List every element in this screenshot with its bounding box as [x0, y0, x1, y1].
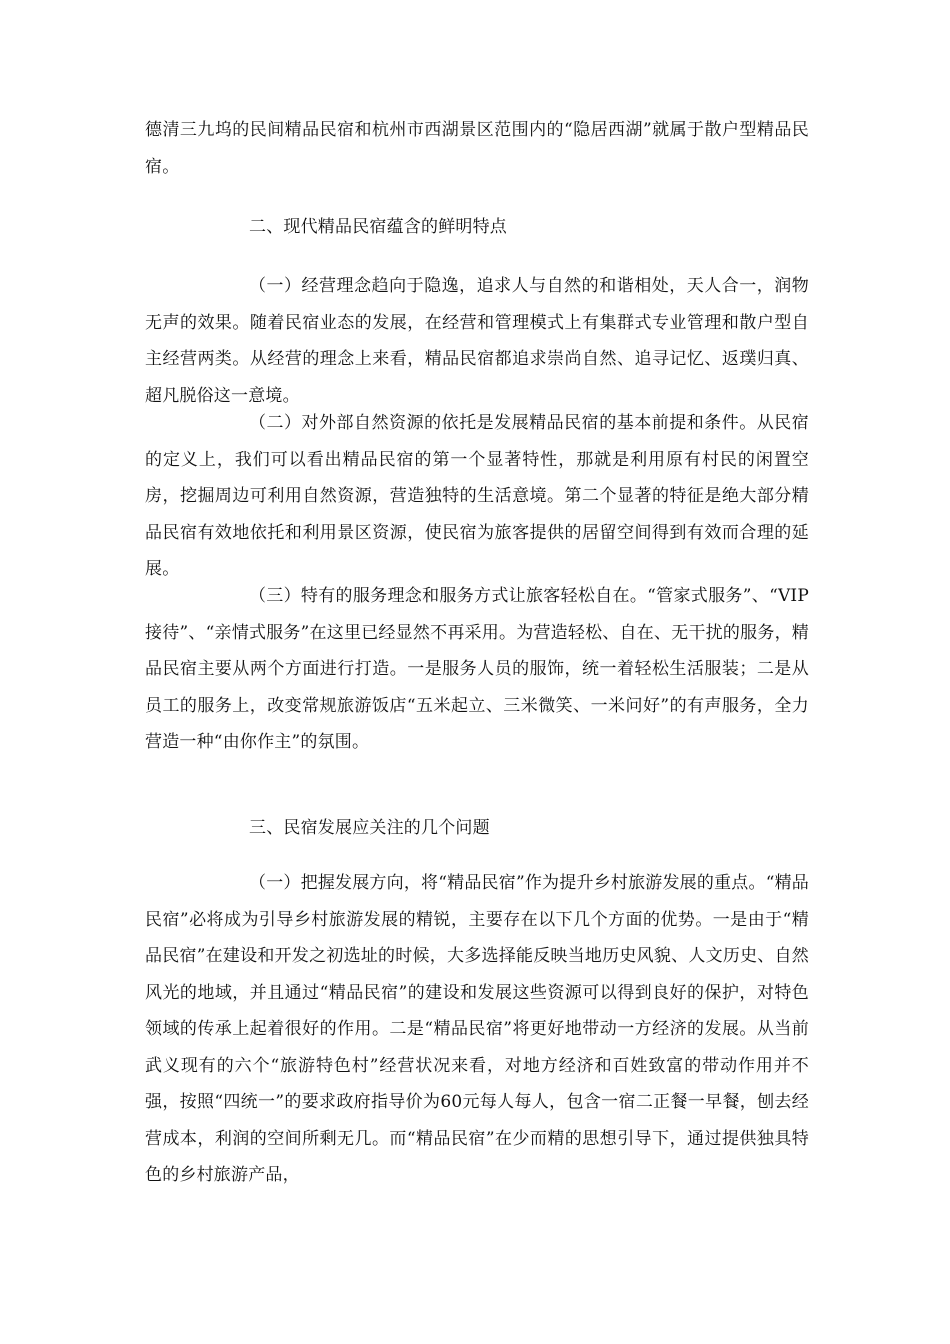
paragraph-2-2: （二）对外部自然资源的依托是发展精品民宿的基本前提和条件。从民宿的定义上，我们可以看出精品民宿的第一个显著特性，那就是利用原有村民的闲置空房，挖掘周边可利用自然资源，营造独特的生活意境。第二个显著的特征是绝大部分精品民宿有效地依托和利用景区资源，使民宿为旅客提供的居留空间得到有效而合理的延展。 [145, 413, 809, 579]
section-heading-2: 二、现代精品民宿蕴含的鲜明特点 [249, 217, 507, 237]
paragraph-intro: 德清三九坞的民间精品民宿和杭州市西湖景区范围内的“隐居西湖”就属于散户型精品民宿。 [145, 120, 809, 177]
paragraph-2-1: （一）经营理念趋向于隐逸，追求人与自然的和谐相处，天人合一，润物无声的效果。随着民宿业态的发展，在经营和管理模式上有集群式专业管理和散户型自主经营两类。从经营的理念上来看，精品民宿都追求崇尚自然、追寻记忆、返璞归真、超凡脱俗这一意境。 [145, 276, 809, 406]
paragraph-2-3: （三）特有的服务理念和服务方式让旅客轻松自在。“管家式服务”、“VIP接待”、“亲情式服务”在这里已经显然不再采用。为营造轻松、自在、无干扰的服务，精品民宿主要从两个方面进行打造。一是服务人员的服饰，统一着轻松生活服装；二是从员工的服务上，改变常规旅游饭店“五米起立、三米微笑、一米问好”的有声服务，全力营造一种“由你作主”的氛围。 [145, 586, 809, 752]
paragraph-3-1: （一）把握发展方向，将“精品民宿”作为提升乡村旅游发展的重点。“精品民宿”必将成为引导乡村旅游发展的精锐，主要存在以下几个方面的优势。一是由于“精品民宿”在建设和开发之初选址的时候，大多选择能反映当地历史风貌、人文历史、自然风光的地域，并且通过“精品民宿”的建设和发展这些资源可以得到良好的保护，对特色领域的传承上起着很好的作用。二是“精品民宿”将更好地带动一方经济的发展。从当前武义现有的六个“旅游特色村”经营状况来看，对地方经济和百姓致富的带动作用并不强，按照“四统一”的要求政府指导价为60元每人每人，包含一宿二正餐一早餐，刨去经营成本，利润的空间所剩无几。而“精品民宿”在少而精的思想引导下，通过提供独具特色的乡村旅游产品， [145, 873, 809, 1185]
section-heading-3: 三、民宿发展应关注的几个问题 [249, 818, 490, 838]
